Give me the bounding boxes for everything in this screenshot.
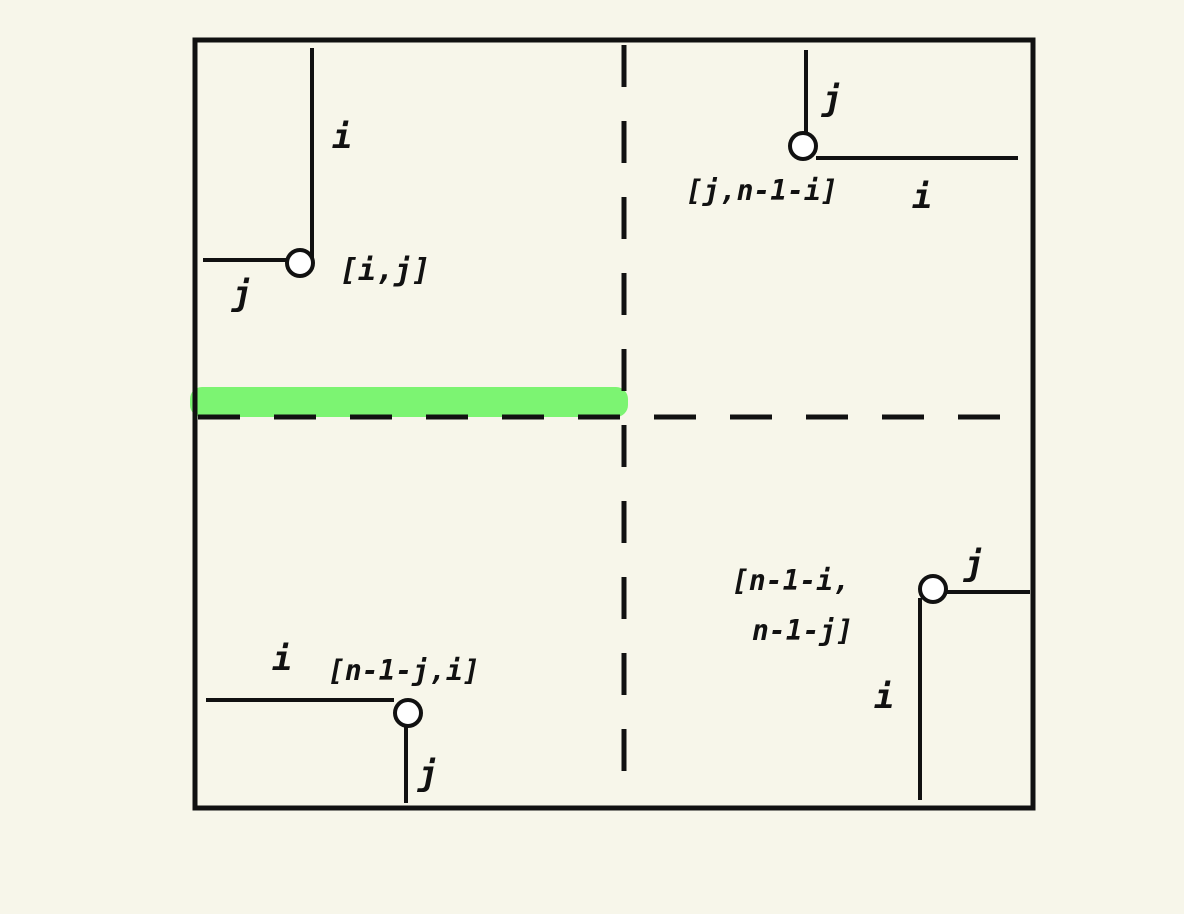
tr-row-label: i — [912, 177, 933, 217]
bl-point-marker — [395, 700, 421, 726]
quadrant-bottom-left — [206, 639, 480, 803]
tl-row-label: i — [332, 117, 353, 157]
tr-col-label: j — [822, 79, 843, 119]
tl-point-marker — [287, 250, 313, 276]
br-row-label: i — [874, 677, 895, 717]
bl-coord-label: [n-1-j,i] — [328, 654, 480, 687]
quadrant-bottom-right — [732, 544, 1030, 800]
tl-coord-label: [i,j] — [340, 253, 431, 288]
tl-col-label: j — [232, 274, 253, 314]
quadrant-top-right — [686, 50, 1018, 217]
br-col-label: j — [964, 544, 985, 584]
tr-coord-label: [j,n-1-i] — [686, 174, 838, 207]
quadrant-top-left — [203, 48, 430, 314]
matrix-border — [195, 40, 1033, 808]
br-coord-label-line1: [n-1-i, — [732, 564, 851, 597]
br-point-marker — [920, 576, 946, 602]
br-coord-label-line2: n-1-j] — [752, 614, 854, 647]
highlight-bar — [190, 387, 628, 417]
bl-row-label: i — [272, 639, 293, 679]
bl-col-label: j — [418, 754, 439, 794]
tr-point-marker — [790, 133, 816, 159]
